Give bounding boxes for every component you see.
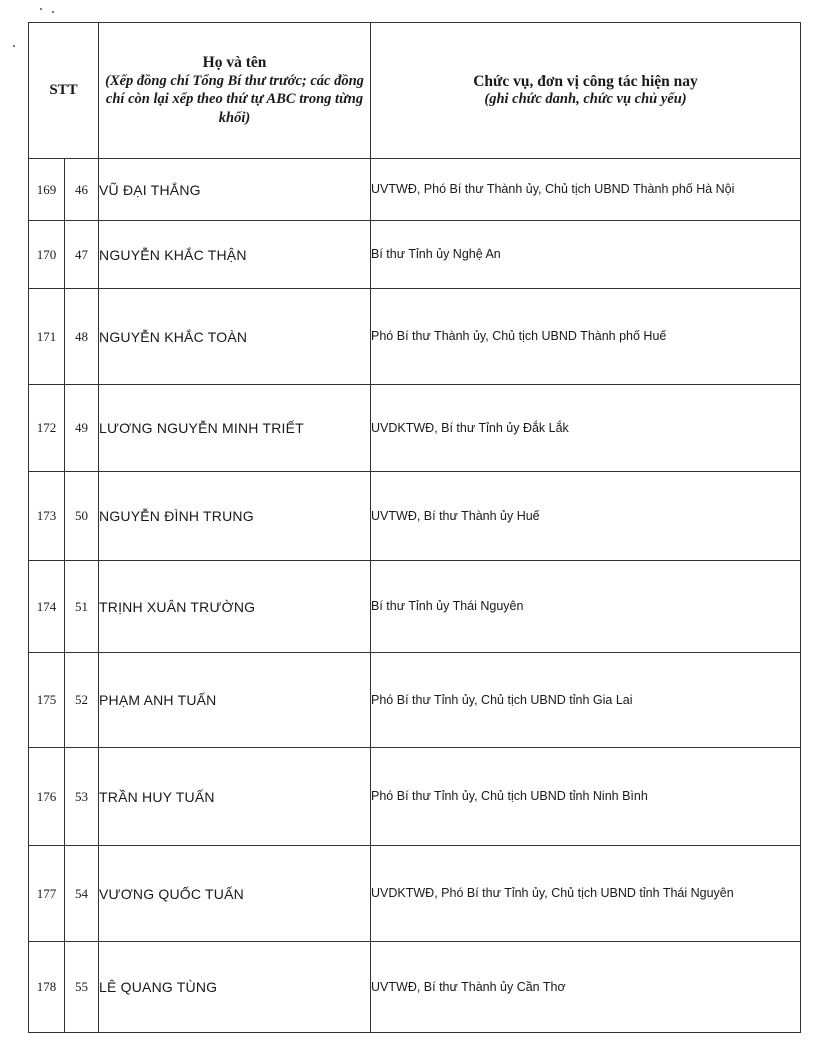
- row-number: 52: [65, 653, 99, 748]
- position-header-title: Chức vụ, đơn vị công tác hiện nay: [473, 73, 698, 90]
- row-stt: 178: [29, 942, 65, 1033]
- row-stt: 170: [29, 221, 65, 289]
- table-row: [29, 159, 801, 221]
- table-row: [29, 561, 801, 653]
- row-stt: 177: [29, 846, 65, 942]
- row-name: VƯƠNG QUỐC TUẤN: [99, 846, 371, 942]
- row-stt: 172: [29, 385, 65, 472]
- row-name: LÊ QUANG TÙNG: [99, 942, 371, 1033]
- row-number: 48: [65, 289, 99, 385]
- row-stt: 171: [29, 289, 65, 385]
- row-position: Phó Bí thư Thành ủy, Chủ tịch UBND Thành phố Huế: [371, 289, 801, 385]
- scan-speck: [13, 45, 15, 47]
- position-header: [371, 23, 801, 159]
- row-name: TRỊNH XUÂN TRƯỜNG: [99, 561, 371, 653]
- row-position: UVTWĐ, Bí thư Thành ủy Huế: [371, 472, 801, 561]
- table-row: [29, 221, 801, 289]
- row-position: Phó Bí thư Tỉnh ủy, Chủ tịch UBND tỉnh Ninh Bình: [371, 748, 801, 846]
- row-stt: 175: [29, 653, 65, 748]
- name-header-title: Họ và tên: [202, 54, 267, 72]
- table-row: [29, 748, 801, 846]
- row-name: NGUYỄN KHẮC TOÀN: [99, 289, 371, 385]
- row-position: UVDKTWĐ, Phó Bí thư Tỉnh ủy, Chủ tịch UBND tỉnh Thái Nguyên: [371, 846, 801, 942]
- row-position: Bí thư Tỉnh ủy Thái Nguyên: [371, 561, 801, 653]
- row-position: Bí thư Tỉnh ủy Nghệ An: [371, 221, 801, 289]
- table-row: [29, 653, 801, 748]
- row-stt: 173: [29, 472, 65, 561]
- row-name: NGUYỄN ĐÌNH TRUNG: [99, 472, 371, 561]
- row-number: 55: [65, 942, 99, 1033]
- row-stt: 169: [29, 159, 65, 221]
- row-number: 46: [65, 159, 99, 221]
- row-position: UVTWĐ, Bí thư Thành ủy Cần Thơ: [371, 942, 801, 1033]
- row-position: Phó Bí thư Tỉnh ủy, Chủ tịch UBND tỉnh Gia Lai: [371, 653, 801, 748]
- row-number: 47: [65, 221, 99, 289]
- row-number: 54: [65, 846, 99, 942]
- name-header-note: (Xếp đồng chí Tổng Bí thư trước; các đồng chí còn lại xếp theo thứ tự ABC trong từng khối): [105, 73, 364, 126]
- row-number: 51: [65, 561, 99, 653]
- table-header-row: [29, 23, 801, 159]
- row-position: UVDKTWĐ, Bí thư Tỉnh ủy Đắk Lắk: [371, 385, 801, 472]
- scan-speck: [40, 8, 42, 10]
- personnel-table: [28, 22, 801, 1033]
- table-row: [29, 472, 801, 561]
- row-name: TRẦN HUY TUẤN: [99, 748, 371, 846]
- table-row: [29, 289, 801, 385]
- scan-speck: [52, 11, 54, 13]
- row-name: LƯƠNG NGUYỄN MINH TRIẾT: [99, 385, 371, 472]
- row-position: UVTWĐ, Phó Bí thư Thành ủy, Chủ tịch UBND Thành phố Hà Nội: [371, 159, 801, 221]
- position-header-note: (ghi chức danh, chức vụ chủ yếu): [484, 91, 687, 107]
- row-name: NGUYỄN KHẮC THẬN: [99, 221, 371, 289]
- row-number: 53: [65, 748, 99, 846]
- name-header: [99, 23, 371, 159]
- table-row: [29, 385, 801, 472]
- row-name: PHẠM ANH TUẤN: [99, 653, 371, 748]
- stt-header: STT: [29, 23, 99, 159]
- table-row: [29, 942, 801, 1033]
- row-number: 49: [65, 385, 99, 472]
- row-name: VŨ ĐẠI THẮNG: [99, 159, 371, 221]
- row-stt: 176: [29, 748, 65, 846]
- row-number: 50: [65, 472, 99, 561]
- row-stt: 174: [29, 561, 65, 653]
- table-row: [29, 846, 801, 942]
